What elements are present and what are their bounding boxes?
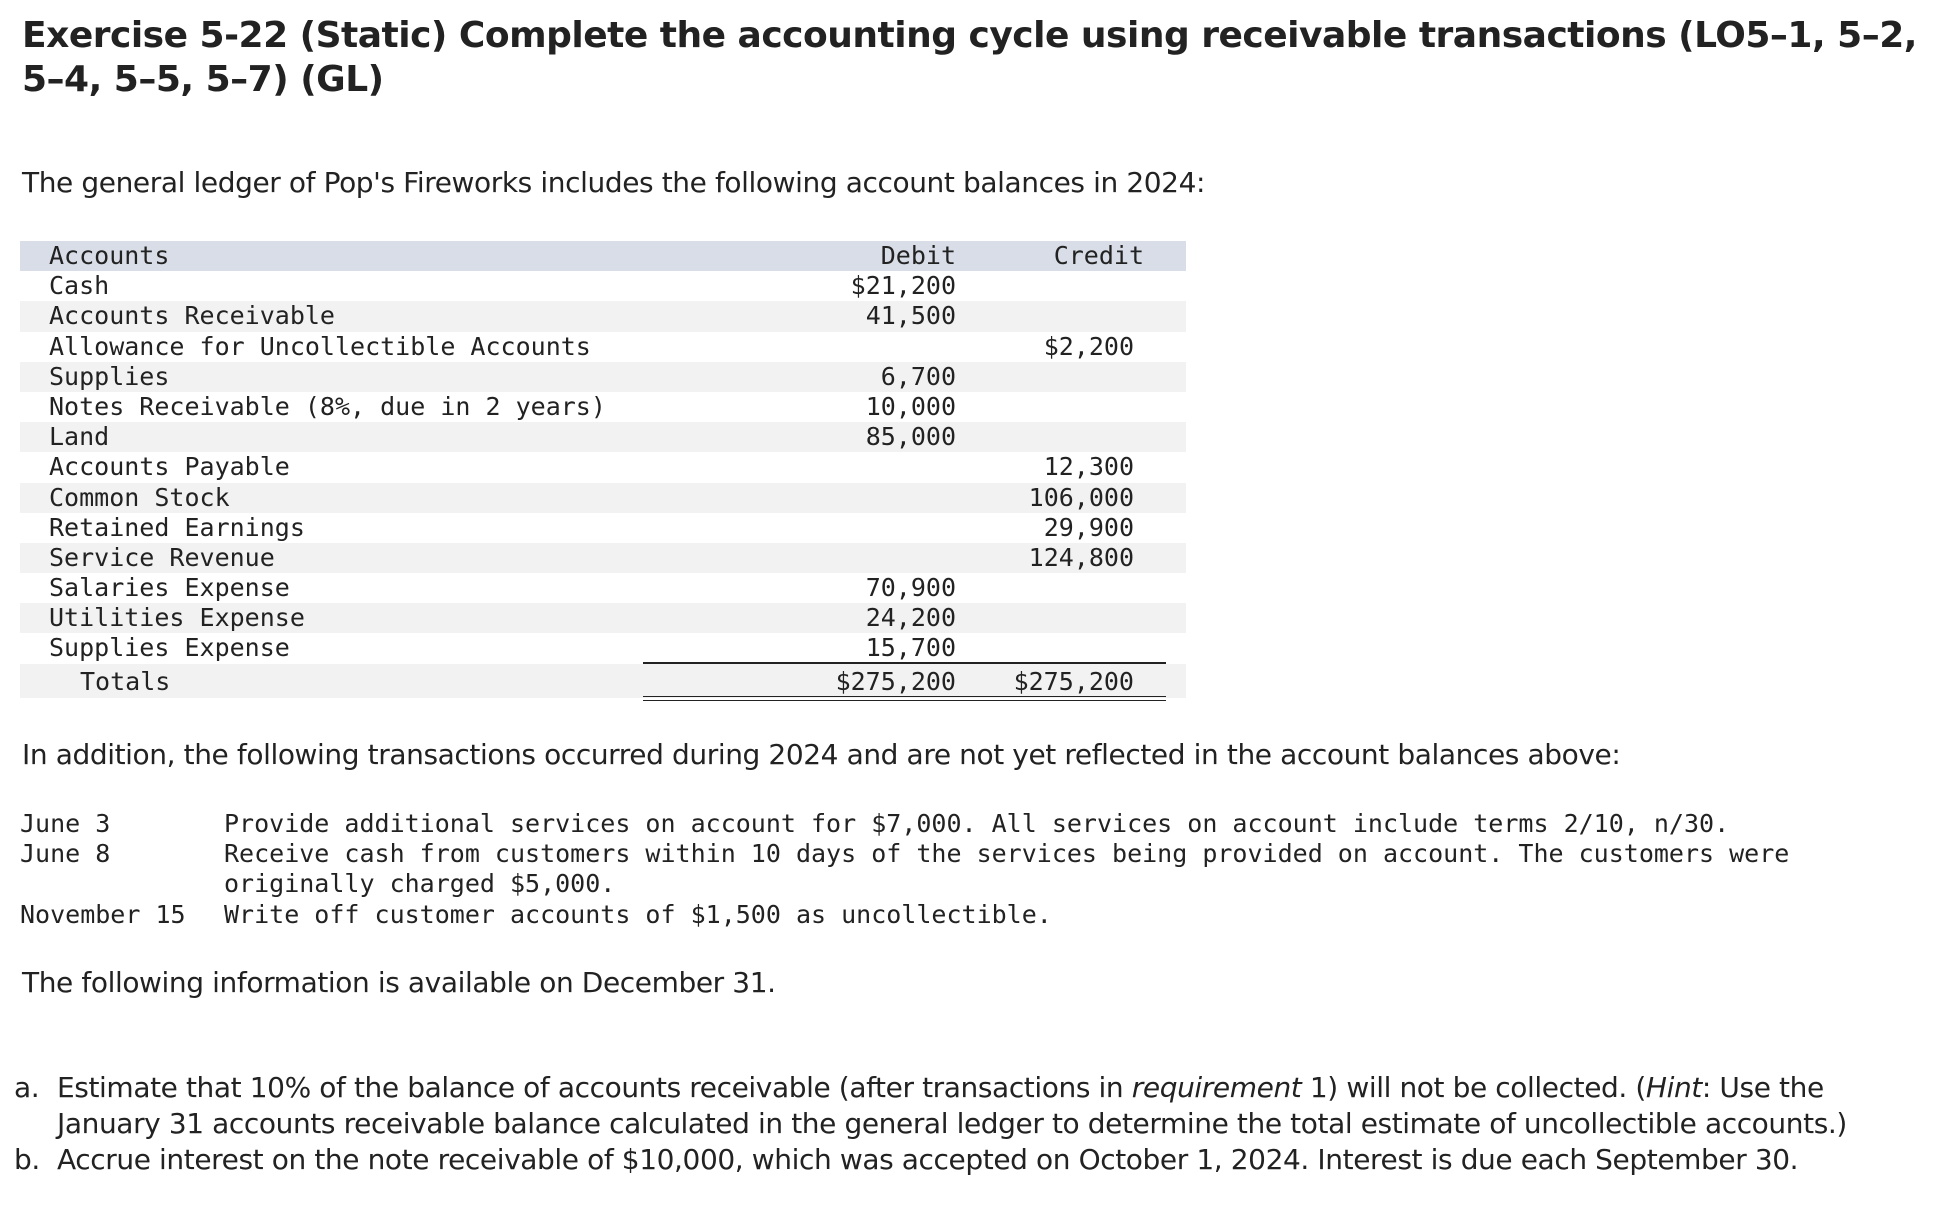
header-accounts: Accounts [49, 241, 170, 270]
ledger-row [20, 301, 1186, 331]
ledger-row [20, 633, 1186, 663]
ledger-row [20, 422, 1186, 452]
ledger-body [20, 271, 1186, 663]
ledger-credit: 124,800 [1028, 542, 1134, 572]
ledger-debit: 10,000 [865, 391, 956, 421]
ledger-account: Accounts Receivable [49, 301, 335, 331]
requirement-a-italic-requirement: requirement [1131, 1071, 1302, 1104]
ledger-intro: The general ledger of Pop's Fireworks includes the following account balances in 2024: [22, 166, 1206, 199]
ledger-row [20, 332, 1186, 362]
ledger-account: Retained Earnings [49, 512, 305, 542]
ledger-account: Supplies [49, 361, 170, 391]
ledger-credit: 29,900 [1043, 512, 1134, 542]
requirement-b-text: Accrue interest on the note receivable of $10,000, which was accepted on October 1, 2024. Interest is due each September 30. [57, 1143, 1799, 1176]
ledger-debit: 70,900 [865, 573, 956, 603]
ledger-debit: 24,200 [865, 603, 956, 633]
ledger-row [20, 362, 1186, 392]
ledger-account: Supplies Expense [49, 633, 290, 663]
ledger-row [20, 483, 1186, 513]
requirement-b [14, 1142, 1914, 1178]
transactions-list [20, 809, 1920, 930]
header-credit: Credit [1053, 241, 1144, 270]
transaction-row [20, 839, 1920, 899]
requirement-a [14, 1070, 1914, 1142]
transaction-description: Provide additional services on account for $7,000. All services on account include terms 2/10, n/30. [224, 809, 1730, 838]
transaction-description: Write off customer accounts of $1,500 as uncollectible. [224, 899, 1052, 929]
requirements-list [14, 1070, 1914, 1178]
requirement-a-text-1: Estimate that 10% of the balance of accounts receivable (after transactions in [57, 1071, 1132, 1104]
transaction-date: June 8 [20, 839, 111, 869]
ledger-table [20, 241, 1186, 698]
ledger-row [20, 392, 1186, 422]
ledger-account: Salaries Expense [49, 573, 290, 603]
ledger-debit: 85,000 [865, 422, 956, 452]
ledger-row [20, 603, 1186, 633]
transaction-description: Receive cash from customers within 10 days of the services being provided on account. The customers were originally charged $5,000. [224, 839, 1790, 899]
ledger-account: Notes Receivable (8%, due in 2 years) [49, 391, 606, 421]
ledger-row [20, 573, 1186, 603]
ledger-totals-row [20, 664, 1186, 698]
ledger-debit: 41,500 [865, 301, 956, 331]
ledger-credit: 106,000 [1028, 482, 1134, 512]
ledger-debit: 6,700 [880, 361, 956, 391]
totals-label: Totals [80, 666, 171, 696]
requirement-a-text-2: 1) will not be collected. ( [1301, 1071, 1646, 1104]
ledger-credit: 12,300 [1043, 452, 1134, 482]
transactions-intro: In addition, the following transactions occurred during 2024 and are not yet reflected in the account balances above: [22, 738, 1621, 771]
ledger-header-row [20, 241, 1186, 271]
transaction-date: June 3 [20, 809, 111, 838]
requirement-a-text-3: : Use the January 31 accounts receivable balance calculated in the general ledger to determine the total estimate of uncollectible accounts.) [57, 1071, 1847, 1140]
ledger-account: Accounts Payable [49, 452, 290, 482]
exercise-title: Exercise 5-22 (Static) Complete the accounting cycle using receivable transactions (LO5–1, 5–2, 5–4, 5–5, 5–7) (GL) [22, 15, 1917, 100]
ledger-credit: $2,200 [1043, 331, 1134, 361]
ledger-account: Allowance for Uncollectible Accounts [49, 331, 591, 361]
requirement-a-italic-hint: Hint [1645, 1071, 1702, 1104]
totals-credit: $275,200 [1013, 666, 1134, 696]
ledger-account: Service Revenue [49, 542, 275, 572]
ledger-account: Land [49, 422, 110, 452]
ledger-account: Utilities Expense [49, 603, 305, 633]
ledger-row [20, 271, 1186, 301]
ledger-row [20, 543, 1186, 573]
header-debit: Debit [880, 241, 956, 270]
ledger-debit: $21,200 [850, 271, 956, 301]
totals-debit: $275,200 [835, 666, 956, 696]
dec31-intro: The following information is available on December 31. [22, 966, 776, 999]
totals-double-rule [643, 696, 1166, 701]
requirement-b-letter: b. [14, 1143, 40, 1176]
transaction-date: November 15 [20, 899, 186, 929]
ledger-account: Common Stock [49, 482, 230, 512]
transaction-row [20, 900, 1920, 930]
requirement-a-letter: a. [14, 1071, 40, 1104]
ledger-row [20, 452, 1186, 482]
ledger-debit: 15,700 [865, 633, 956, 663]
ledger-row [20, 513, 1186, 543]
ledger-account: Cash [49, 271, 110, 301]
transaction-row [20, 809, 1920, 839]
